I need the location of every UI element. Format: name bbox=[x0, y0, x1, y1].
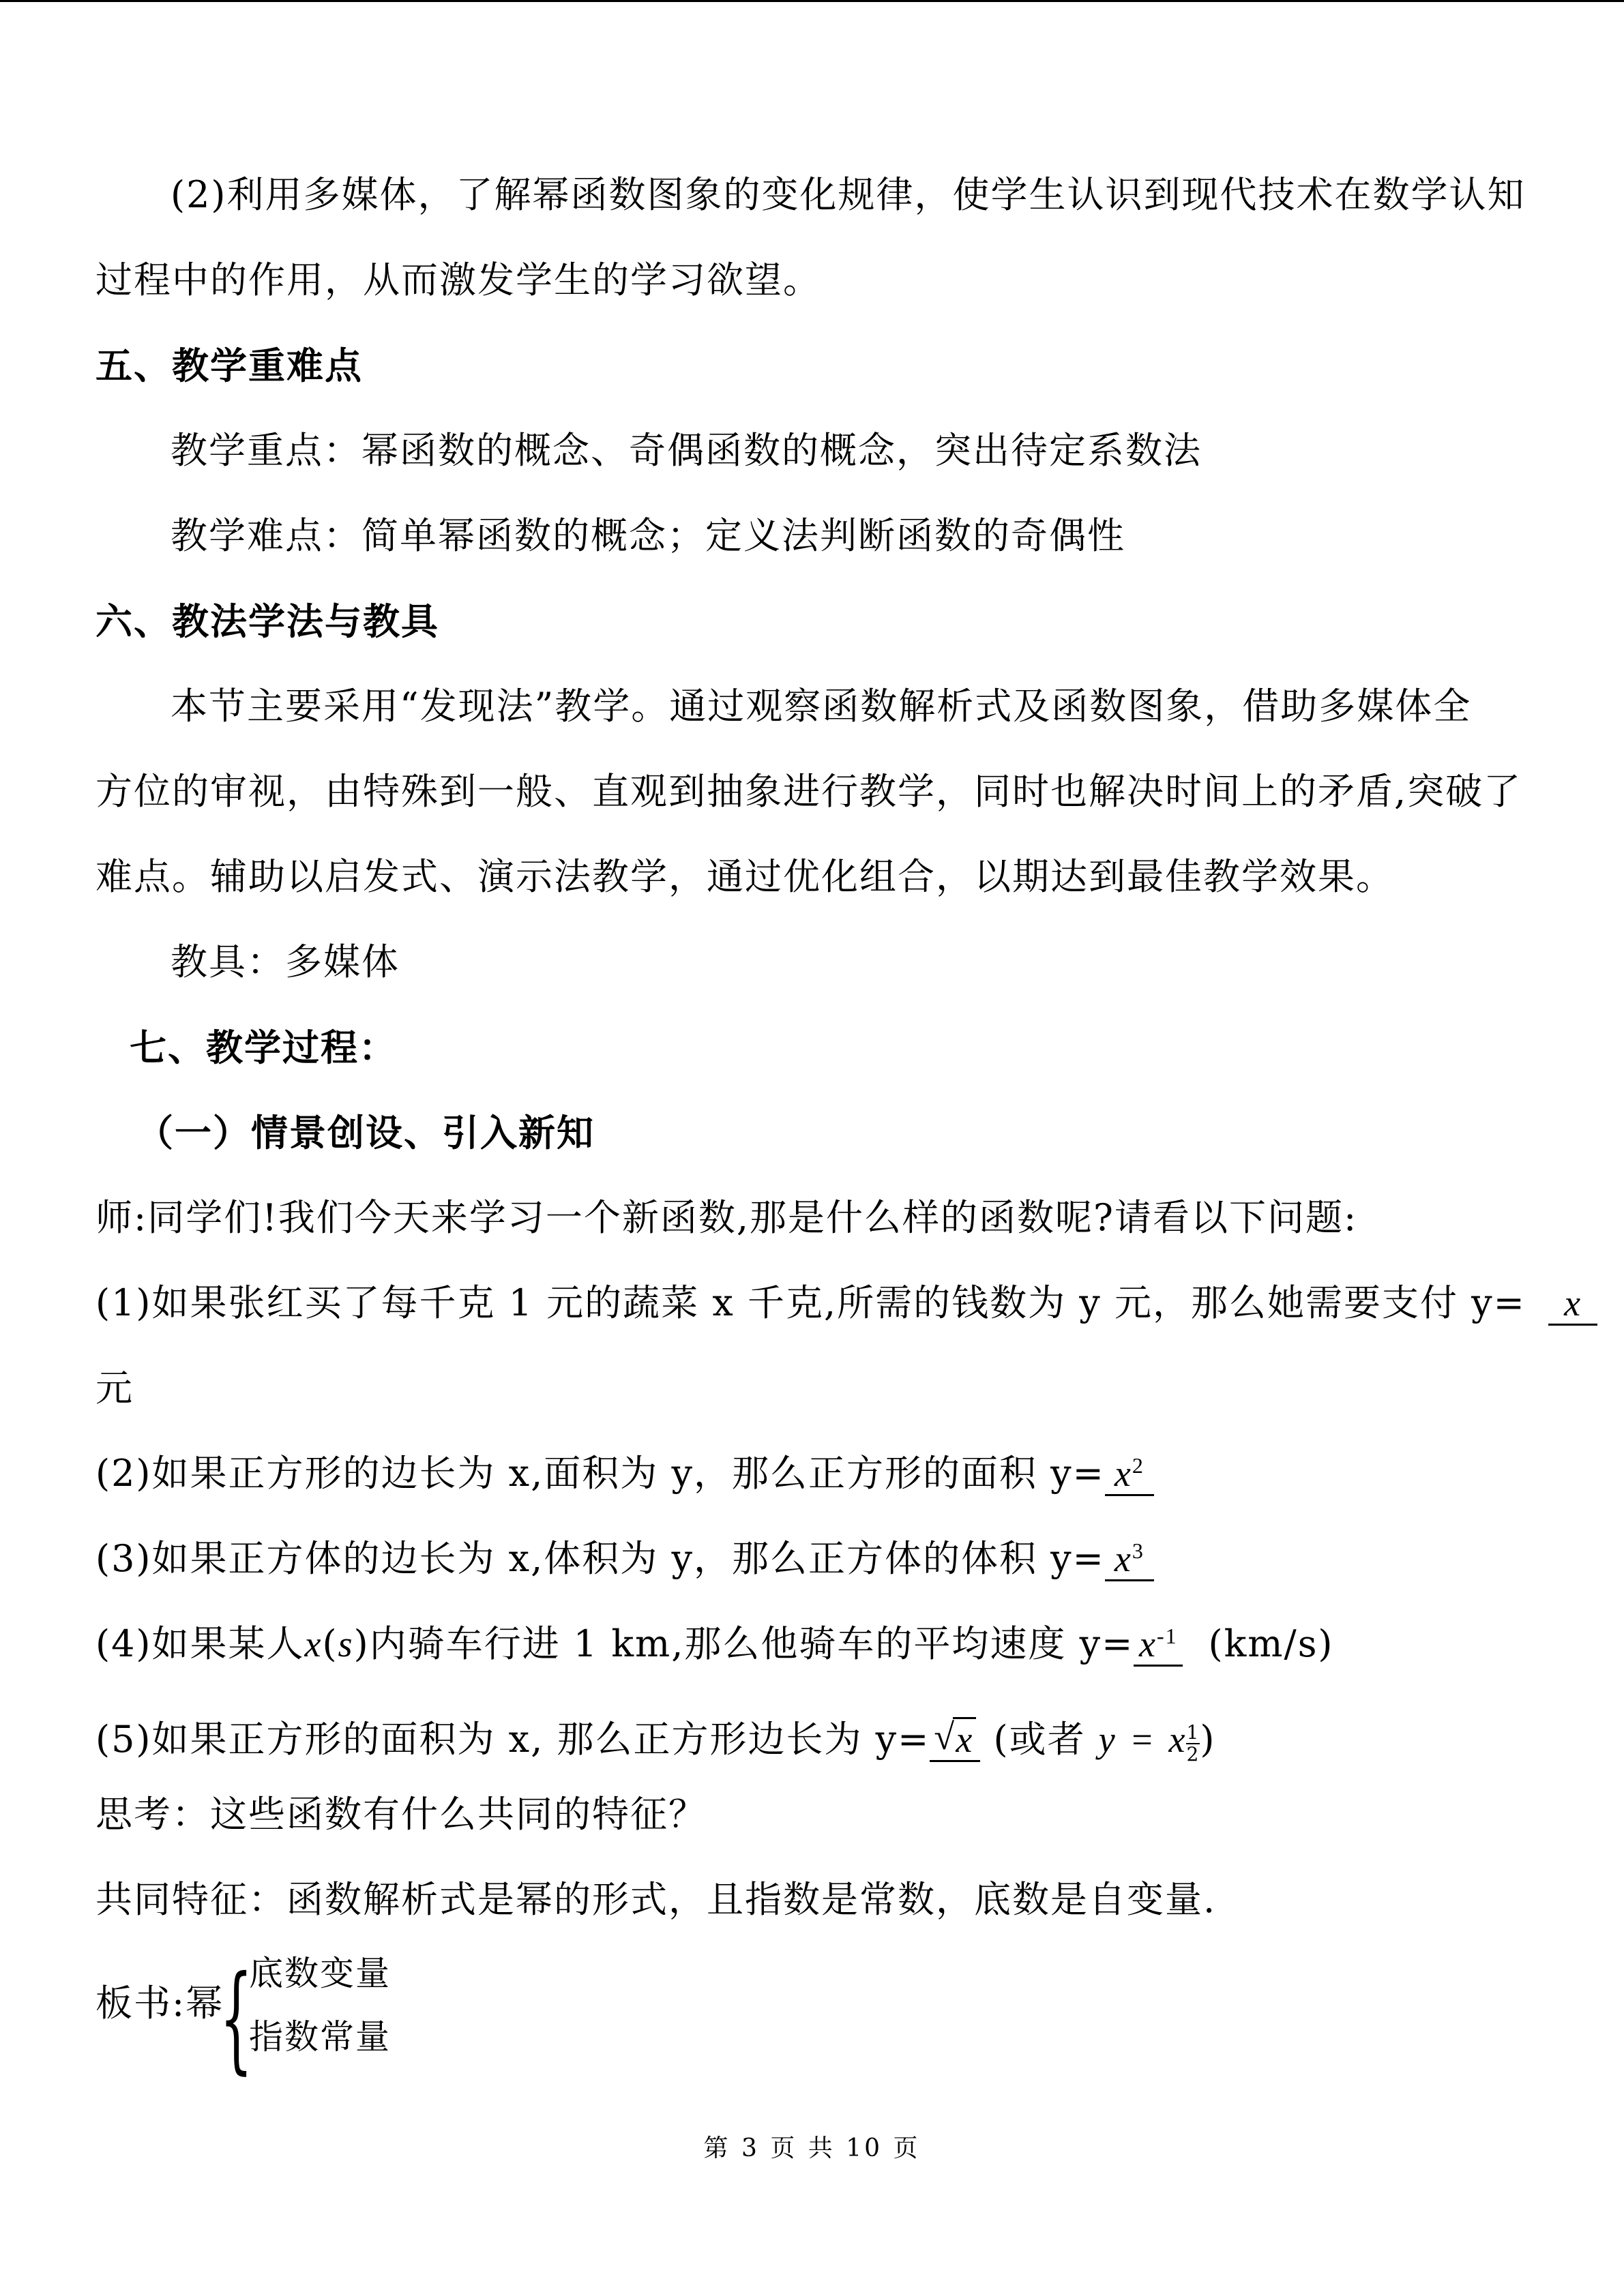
answer-exponent: 2 bbox=[1132, 1453, 1145, 1478]
question-text: (2)如果正方形的边长为 x,面积为 y，那么正方形的面积 y= bbox=[95, 1452, 1105, 1495]
thinking-prompt: 思考：这些函数有什么共同的特征？ bbox=[95, 1793, 707, 1836]
answer-blank bbox=[930, 1716, 980, 1762]
board-item-top: 底数变量 bbox=[249, 1954, 391, 1993]
question-text: ( bbox=[322, 1622, 338, 1665]
math-variable: y bbox=[1098, 1719, 1117, 1760]
math-equals: = bbox=[1129, 1719, 1156, 1760]
unit-text: (km/s) bbox=[1208, 1622, 1334, 1665]
question-2 bbox=[95, 1452, 1154, 1496]
radical-sign-icon: √ bbox=[934, 1716, 956, 1757]
paragraph-line: 方位的审视，由特殊到一般、直观到抽象进行教学，同时也解决时间上的矛盾,突破了 bbox=[95, 770, 1522, 813]
fraction-exponent bbox=[1186, 1723, 1200, 1765]
math-variable: x bbox=[304, 1624, 323, 1665]
question-text: (或者 bbox=[993, 1718, 1086, 1761]
common-feature: 共同特征：函数解析式是幂的形式，且指数是常数，底数是自变量. bbox=[95, 1878, 1217, 1921]
teacher-intro: 师:同学们!我们今天来学习一个新函数,那是什么样的函数呢?请看以下问题: bbox=[95, 1196, 1358, 1239]
question-text: ) bbox=[1200, 1718, 1216, 1761]
left-brace-icon: { bbox=[220, 1951, 253, 2086]
answer-exponent: 3 bbox=[1132, 1538, 1145, 1563]
question-3 bbox=[95, 1537, 1154, 1581]
answer-blank bbox=[1105, 1538, 1154, 1581]
question-4 bbox=[95, 1622, 1333, 1667]
subsection-heading: （一）情景创设、引入新知 bbox=[136, 1111, 595, 1154]
question-1-unit: 元 bbox=[95, 1367, 134, 1410]
answer-base: x bbox=[1114, 1538, 1132, 1579]
section-heading-7: 七、教学过程： bbox=[130, 1026, 397, 1069]
question-text: (1)如果张红买了每千克 1 元的蔬菜 x 千克,所需的钱数为 y 元，那么她需要支付 y= bbox=[95, 1281, 1526, 1324]
paragraph-line: 过程中的作用，从而激发学生的学习欲望。 bbox=[95, 258, 821, 301]
answer-blank: x bbox=[1548, 1283, 1597, 1326]
top-border-line bbox=[0, 0, 1624, 2]
answer-base: x bbox=[1139, 1624, 1157, 1665]
math-variable: x bbox=[1168, 1719, 1187, 1760]
board-label: 板书:幂 bbox=[95, 1982, 224, 2025]
square-root bbox=[934, 1716, 976, 1760]
radicand: x bbox=[953, 1717, 976, 1760]
page-number-footer: 第 3 页 共 10 页 bbox=[703, 2134, 921, 2162]
answer-blank bbox=[1105, 1453, 1154, 1496]
board-item-bottom: 指数常量 bbox=[249, 2017, 391, 2057]
paragraph-line: 本节主要采用“发现法”教学。通过观察函数解析式及函数图象，借助多媒体全 bbox=[171, 685, 1472, 728]
question-5 bbox=[95, 1718, 1215, 1765]
teaching-tools: 教具：多媒体 bbox=[171, 940, 400, 983]
question-text: )内骑车行进 1 km,那么他骑车的平均速度 y= bbox=[353, 1622, 1134, 1665]
teaching-key-point: 教学重点：幂函数的概念、奇偶函数的概念，突出待定系数法 bbox=[171, 429, 1202, 472]
question-text: (3)如果正方体的边长为 x,体积为 y，那么正方体的体积 y= bbox=[95, 1537, 1105, 1580]
answer-blank bbox=[1134, 1624, 1183, 1667]
question-1 bbox=[95, 1281, 1597, 1326]
paragraph-line: 难点。辅助以启发式、演示法教学，通过优化组合，以期达到最佳教学效果。 bbox=[95, 855, 1394, 898]
section-heading-6: 六、教法学法与教具 bbox=[95, 599, 439, 643]
answer-base: x bbox=[1114, 1453, 1132, 1494]
answer-exponent: -1 bbox=[1156, 1624, 1178, 1648]
fraction-numerator: 1 bbox=[1186, 1721, 1200, 1744]
paragraph-line: (2)利用多媒体，了解幂函数图象的变化规律，使学生认识到现代技术在数学认知 bbox=[171, 173, 1526, 216]
math-variable: s bbox=[338, 1624, 354, 1665]
section-heading-5: 五、教学重难点 bbox=[95, 344, 363, 387]
question-text: (4)如果某人 bbox=[95, 1622, 305, 1665]
fraction-denominator: 2 bbox=[1186, 1743, 1200, 1765]
teaching-difficulty: 教学难点：简单幂函数的概念；定义法判断函数的奇偶性 bbox=[171, 514, 1125, 557]
question-text: (5)如果正方形的面积为 x, 那么正方形边长为 y= bbox=[95, 1718, 930, 1761]
